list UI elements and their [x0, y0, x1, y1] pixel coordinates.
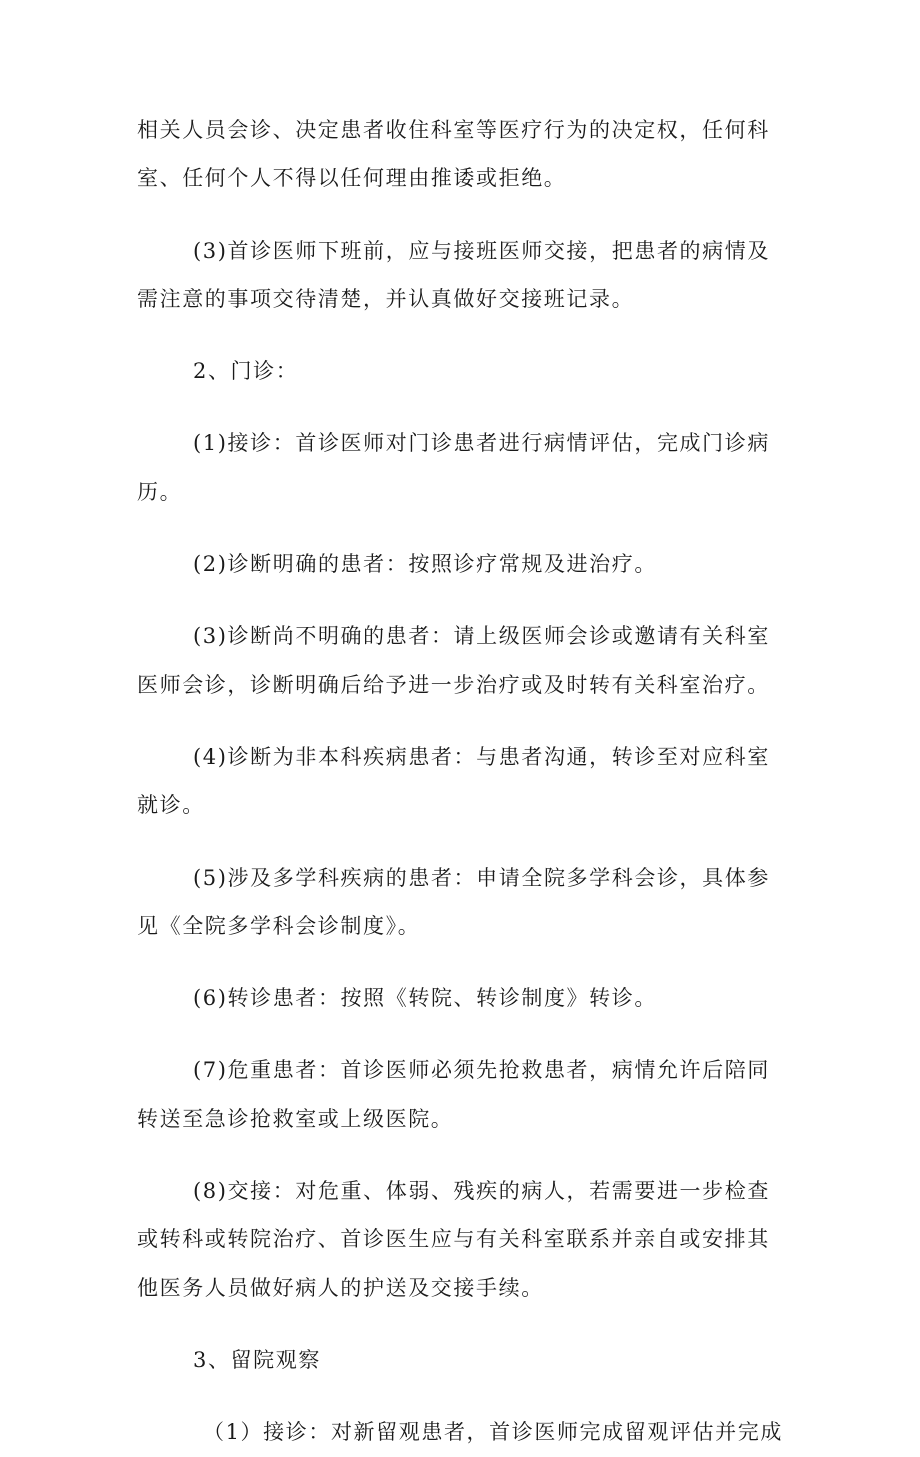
text-line: (6)转诊患者：按照《转院、转诊制度》转诊。	[193, 986, 657, 1011]
paragraph-gap	[137, 709, 789, 733]
text-line: 相关人员会诊、决定患者收住科室等医疗行为的决定权，任何科	[137, 118, 770, 142]
section-heading-outpatient: 2、门诊：	[193, 359, 299, 384]
paragraph-gap	[137, 516, 789, 540]
paragraph-gap	[137, 395, 789, 419]
text-line: 见《全院多学科会诊制度》。	[137, 913, 421, 938]
text-line: 医师会诊，诊断明确后给予进一步治疗或及时转有关科室治疗。	[137, 672, 770, 697]
text-line: 或转科或转院治疗、首诊医生应与有关科室联系并亲自或安排其	[137, 1227, 770, 1252]
text-line: (2)诊断明确的患者：按照诊疗常规及进治疗。	[193, 552, 657, 577]
paragraph-gap	[137, 1022, 789, 1046]
paragraph-gap	[137, 830, 789, 854]
text-line: 室、任何个人不得以任何理由推诿或拒绝。	[137, 166, 567, 191]
text-line: 就诊。	[137, 793, 205, 818]
text-line: （1）接诊：对新留观患者，首诊医师完成留观评估并完成	[203, 1420, 783, 1445]
paragraph-gap	[137, 588, 789, 612]
paragraph-gap	[137, 323, 789, 347]
text-line: (3)诊断尚不明确的患者：请上级医师会诊或邀请有关科室	[193, 624, 770, 649]
document-body	[137, 106, 789, 1457]
text-line: (8)交接：对危重、体弱、残疾的病人，若需要进一步检查	[193, 1179, 770, 1204]
text-line: (1)接诊：首诊医师对门诊患者进行病情评估，完成门诊病	[193, 431, 770, 456]
text-line: 转送至急诊抢救室或上级医院。	[137, 1106, 454, 1131]
paragraph-gap	[137, 950, 789, 974]
paragraph-gap	[137, 1384, 789, 1408]
text-line: (5)涉及多学科疾病的患者：申请全院多学科会诊，具体参	[193, 865, 770, 890]
text-line: 需注意的事项交待清楚，并认真做好交接班记录。	[137, 286, 635, 311]
text-line: (7)危重患者：首诊医师必须先抢救患者，病情允许后陪同	[193, 1058, 770, 1083]
paragraph-gap	[137, 1312, 789, 1336]
text-line: 历。	[137, 479, 183, 504]
paragraph-gap	[137, 1143, 789, 1167]
paragraph-gap	[137, 203, 789, 227]
section-heading-observation: 3、留院观察	[193, 1347, 321, 1372]
text-line: (3)首诊医师下班前，应与接班医师交接，把患者的病情及	[193, 238, 770, 263]
text-line: (4)诊断为非本科疾病患者：与患者沟通，转诊至对应科室	[193, 744, 770, 769]
text-line: 他医务人员做好病人的护送及交接手续。	[137, 1275, 544, 1300]
